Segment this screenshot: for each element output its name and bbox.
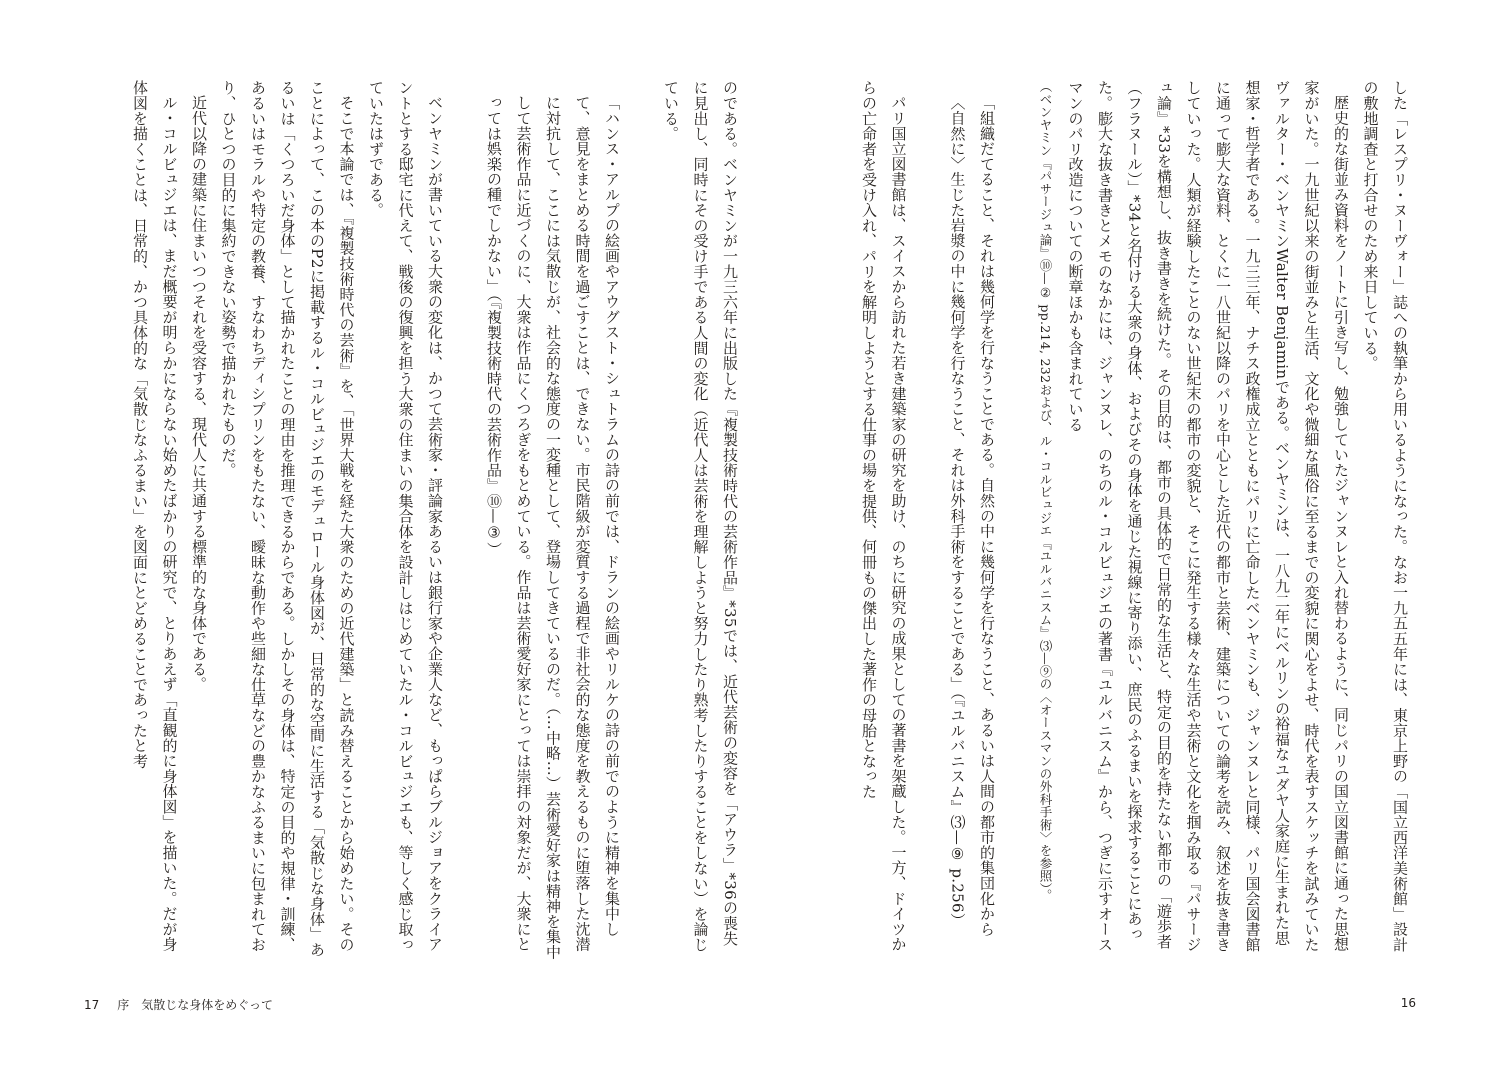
paragraph: そこで本論では、『複製技術時代の芸術』を、「世界大戦を経た大衆のための近代建築」と読み替えることから始めたい。そのことによって、この本のP2に掲載するル・コルビュジエのモデュロール身体図が、日常的な空間に生活する「気散じな身体」あるいは「くつろいだ身体」として描かれたことの理由を推理できるからである。しかしその身体は、特定の目的や規律・訓練、あるいはモラルや特定の教養、すなわちディシプリンをもたない、曖昧な動作や些細な仕草などの豊かなふるまいに包まれており、ひとつの目的に集約できない姿勢で描かれたものだ。 — [219, 80, 356, 958]
paragraph: ル・コルビュジエは、まだ概要が明らかにならない始めたばかりの研究で、とりあえず「直観的に身体図」を描いた。だが身体図を描くことは、日常的、かつ具体的な「気散じなふるまい」を図面にとどめることであったと考 — [131, 80, 179, 952]
block-quote: 「ハンス・アルプの絵画やアウグスト・シュトラムの詩の前では、ドランの絵画やリルケの詩の前でのように精神を集中して、意見をまとめる時間を過ごすことは、できない。市民階級が変質する過程で非社会的な態度を教えるものに堕落した沈潜に対抗して、ここには気散じが、社会的な態度の一変種として、登場してきているのだ。（…中略…）芸術愛好家は精神を集中して芸術作品に近づくのに、大衆は作品にくつろぎをもとめている。作品は芸術愛好家にとっては崇拝の対象だが、大衆にとっては娯楽の種でしかない」（『複製技術時代の芸術作品』⑩—③） — [485, 95, 621, 960]
page-number: 17 — [84, 998, 100, 1012]
page-number: 16 — [1400, 996, 1416, 1010]
left-folio — [84, 996, 273, 1013]
left-page-text — [84, 80, 744, 960]
paragraph: のである。ベンヤミンが一九三六年に出版した『複製技術時代の芸術作品』*35では、近代芸術の変容を「アウラ」*36の喪失に見出し、同時にその受け手である人間の変化（近代人は芸術を理解しようと努力したり熟考したりすることをしない）を論じている。 — [662, 80, 739, 953]
paragraph: した「レスプリ・ヌーヴォー」誌への執筆から用いるようになった。なお一九五五年には、東京上野の「国立西洋美術館」設計の敷地調査と打合せのため来日している。 — [1361, 80, 1409, 953]
spacer — [1001, 80, 1031, 960]
spacer — [913, 80, 943, 960]
reference-note: （ベンヤミン『パサージュ論』⑩—② pp.214, 232および、ル・コルビュジエ『ユルバニスム』⑶—⑨の〈オースマンの外科手術〉を参照）。 — [1038, 80, 1053, 902]
block-quote: 「組織だてること、それは幾何学を行なうことである。自然の中に幾何学を行なうこと、あるいは人間の都市的集団化から〈自然に〉生じた岩漿の中に幾何学を行なうこと、それは外科手術をすることである」（『ユルバニスム』⑶—⑨ p.256） — [948, 95, 996, 937]
spacer — [449, 80, 479, 960]
paragraph: 近代以降の建築に住まいつつそれを受容する、現代人に共通する標準的な身体である。 — [190, 95, 208, 692]
paragraph: 歴史的な街並み資料をノートに引き写し、勉強していたジャンヌレと入れ替わるように、同じパリの国立図書館に通った思想家がいた。一九世紀以来の街並みと生活、文化や微細な風俗に至るまでの変貌に関心をよせ、時代を表すスケッチを試みていたヴァルター・ベンヤミンWalter Benjaminである。ベンヤミンは、一八九二年にベルリンの裕福なユダヤ人家庭に生まれた思想家・哲学者である。一九三三年、ナチス政権成立とともにパリに亡命したベンヤミンも、ジャンヌレと同様、パリ国会図書館に通って膨大な資料、とくに一八世紀以降のパリを中心とした近代の都市と芸術、建築についての論考を読み、叙述を抜き書きしていった。人類が経験したことのない世紀末の都市の変貌と、そこに発生する様々な生活や芸術と文化を掴み取る『パサージュ論』*33を構想し、抜き書きを続けた。その目的は、都市の具体的で日常的な生活と、特定の目的を持たない都市の「遊歩者（フラヌール）」*34と名付ける大衆の身体、およびその身体を通じた視線に寄り添い、庶民のふるまいを探求することにあった。膨大な抜き書きとメモのなかには、ジャンヌレ、のちのル・コルビュジエの著書『ユルバニスム』から、つぎに示すオースマンのパリ改造についての断章ほかも含まれている — [1066, 80, 1350, 953]
running-head: 序 気散じな身体をめぐって — [117, 998, 274, 1012]
spacer — [626, 80, 656, 960]
paragraph: パリ国立図書館は、スイスから訪れた若き建築家の研究を助け、のちに研究の成果としての著書を架蔵した。一方、ドイツからの亡命者を受け入れ、パリを解明しようとする仕事の場を提供、何冊もの傑出した著作の母胎となった — [860, 80, 908, 952]
right-folio — [1401, 996, 1416, 1010]
paragraph: ベンヤミンが書いている大衆の変化は、かつて芸術家・評論家あるいは銀行家や企業人など、もっぱらブルジョアをクライアントとする邸宅に代えて、戦後の復興を担う大衆の住まいの集合体を設計しはじめていたル・コルビュジエも、等しく感じ取っていたはずである。 — [367, 80, 444, 953]
